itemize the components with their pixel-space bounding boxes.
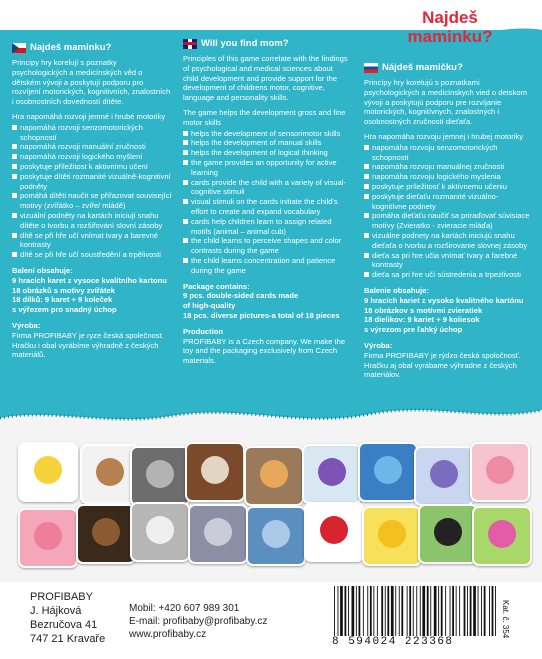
list-item: dieťa sa pri hre učia vnímať tvary a farebné kontrasty [364,251,530,271]
card-cat [246,506,306,566]
barcode-bar [352,586,355,636]
barcode-bar [401,586,403,636]
barcode-bar [413,586,414,636]
english-contents-line: 18 pcs. diverse pictures-a total of 18 pieces [183,310,340,320]
barcode-bar [356,586,357,636]
barcode-bar [407,586,408,636]
bottom-wave [0,388,542,438]
slovak-contents-line: 9 hracích kariet z vysoko kvalitného kartónu [364,295,524,305]
list-item: dítě se při hře učí soustředění a trpělivosti [12,250,172,260]
barcode-bar [495,586,496,636]
barcode-bar [430,586,431,636]
list-item: the child learns to perceive shapes and color contrasts during the game [183,236,348,256]
slovak-production-title: Výroba: [364,340,393,350]
card-pig [18,508,78,568]
list-item: cards provide the child with a variety of visual-cognitive stimuli [183,178,348,198]
czech-contents-title: Balení obsahuje: [12,265,73,275]
slovak-flag-icon [364,63,378,73]
company-name: PROFIBABY [30,591,93,603]
card-goose [18,442,78,502]
barcode-bar [391,586,394,636]
barcode-bar [381,586,383,636]
list-item: the child learns concentration and patience during the game [183,256,348,276]
english-list-intro: The game helps the development gross and fine motor skills [183,107,346,127]
list-item: napomáhá rozvoji logického myšlení [12,152,172,162]
card-hippo [188,504,248,564]
barcode [332,586,502,638]
czech-contents-line: 18 dílků: 9 karet + 9 koleček [12,295,113,305]
list-item: dítě se při hře učí vnímat tvary a barevné kontrasty [12,231,172,251]
czech-flag-icon [12,43,26,53]
barcode-bar [441,586,443,636]
list-item: the game provides an opportunity for active learning [183,158,348,178]
list-item: napomáha rozvoju logického myslenia [364,172,530,182]
english-heading: Will you find mom? [183,38,348,49]
barcode-bar [438,586,439,636]
list-item: pomáha dieťaťu naučiť sa priraďovať súvisiace motívy (Zvieratko - zvieracie mláďa) [364,211,530,231]
list-item: visual stimuli on the cards initiate the child's effort to create and expand vocabulary [183,197,348,217]
barcode-bar [450,586,451,636]
email: E-mail: profibaby@profibaby.cz [129,616,268,627]
list-item: napomáha rozvoju manuálnej zručnosti [364,162,530,172]
czech-benefits-list [12,123,172,260]
czech-contents-line: 9 hracích karet z vysoce kvalitního kartonu [12,275,167,285]
english-contents-title: Package contains: [183,281,250,291]
barcode-bar [387,586,389,636]
barcode-bar [420,586,421,636]
list-item: pomáhá dítěti naučit se přiřazovat související motivy (zvířátko – zvíře/ mládě) [12,191,172,211]
card-octopus [470,442,530,502]
list-item: vizuální podněty na kartách iniciují snahu dítěte o tvorbu a rozšiřování slovní zásoby [12,211,172,231]
card-ladybug [304,502,364,562]
barcode-bar [409,586,411,636]
catalog-number: Kat. č. 354 [501,600,510,639]
english-contents-line: of high-quality [183,301,236,311]
slovak-intro: Princípy hry korelujú s poznatkami psychologických a medicínskych vied o detskom vývoji a poskytujú podporu pre rozvíjanie motorických, kognitívnych, znalostných i osobnostných zručností dieťaťa. [364,78,527,127]
address-line: J. Hájková [30,605,82,617]
slovak-column [364,62,530,385]
barcode-bar [422,586,425,636]
barcode-bar [370,586,372,636]
english-production-text: PROFIBABY is a Czech company. We make the toy and the packaging exclusively from Czech materials. [183,336,346,366]
website: www.profibaby.cz [129,629,207,640]
uk-flag-icon [183,39,197,49]
list-item: napomáhá rozvoji manuální zručnosti [12,142,172,152]
card-cow [185,442,245,502]
barcode-bar [399,586,400,636]
barcode-bar [478,586,479,636]
barcode-bar [334,586,335,636]
czech-production-text: Firma PROFIBABY je ryze česká společnost. Hračku i obal vyrábíme výhradně z českých materiálů. [12,330,164,360]
slovak-contents-line: s výrezom pre ľahký úchop [364,325,463,335]
barcode-bar [377,586,378,636]
list-item: helps the development of manual skills [183,138,348,148]
card-horse [76,504,136,564]
barcode-bar [427,586,429,636]
company-contact [129,602,267,641]
barcode-number: 8 594024 223368 [332,636,454,648]
barcode-bar [345,586,347,636]
czech-intro: Principy hry korelují s poznatky psychologických a medicínských věd o dětském vývoji a poskytují podporu pro rozvíjení motorických, kognitivních, znalostních i osobnostních dovedností dítěte. [12,58,171,107]
barcode-bar [359,586,361,636]
product-cards-photo [10,432,535,582]
barcode-bar [367,586,368,636]
slovak-title: Najdeš maminku? [407,8,493,46]
list-item: poskytuje príležitosť k aktívnemu učeniu [364,182,530,192]
czech-heading: Najdeš maminku? [12,42,172,53]
card-sheep [130,502,190,562]
barcode-bar [452,586,454,636]
card-owl [414,446,474,506]
slovak-list-intro: Hra napomáha rozvoju jemnej i hrubej motoriky [364,131,524,141]
barcode-bar [434,586,437,636]
barcode-bar [445,586,446,636]
address-line: Bezručova 41 [30,619,98,631]
czech-contents-line: s výřezem pro snadný úchop [12,305,117,315]
barcode-bar [489,586,490,636]
barcode-bar [338,586,339,636]
list-item: dieťa sa pri hre učí sústredenia a trpezlivosti [364,270,530,280]
barcode-bar [340,586,343,636]
list-item: poskytuje dítěti rozmanité vizuálně-kognitivní podněty [12,172,172,192]
barcode-bar [467,586,468,636]
barcode-bar [484,586,486,636]
list-item: helps the development of logical thinking [183,148,348,158]
slovak-benefits-list [364,143,530,280]
barcode-bar [373,586,374,636]
barcode-bar [385,586,386,636]
address-line: 747 21 Kravaře [30,633,106,645]
list-item: vizuálne podnety na kartách iniciujú snahu dieťaťa o tvorbu a rozširovanie slovnej zásoby [364,231,530,251]
barcode-bar [459,586,460,636]
card-elephant [130,446,190,506]
barcode-bar [470,586,472,636]
english-contents-line: 9 pcs. double-sided cards made [183,291,299,301]
english-intro: Principles of this game correlate with the findings of psychological and medical sciences about child development and provide support for the development of childrens motor, cognitive, language and personality skills. [183,54,348,103]
slovak-contents-line: 18 obrázkov s motívmi zvieratiek [364,305,483,315]
barcode-bar [481,586,482,636]
english-benefits-list [183,129,348,276]
card-fish [302,444,362,504]
barcode-bar [492,586,494,636]
czech-list-intro: Hra napomáhá rozvoji jemné i hrubé motoriky [12,111,166,121]
card-snail [244,446,304,506]
card-panda [418,504,478,564]
slovak-contents-title: Balenie obsahuje: [364,285,429,295]
company-address [30,590,105,646]
barcode-bar [395,586,396,636]
barcode-bar [464,586,466,636]
czech-production-title: Výroba: [12,320,41,330]
slovak-production-text: Firma PROFIBABY je rýdzo česká spoločnosť. Hračku aj obal vyrábame výhradne z českých materiálov. [364,350,521,380]
list-item: helps the development of sensorimotor skills [183,129,348,139]
slovak-heading: Nájdeš mamičku? [364,62,530,73]
english-production-title: Production [183,326,224,336]
list-item: poskytuje příležitost k aktivnímu učení [12,162,172,172]
card-duck [362,506,422,566]
card-butterfly [472,506,532,566]
czech-column [12,42,172,365]
list-item: napomáhá rozvoji senzomotorických schopností [12,123,172,143]
list-item: cards help children learn to assign related motifs (animal – animal cub) [183,217,348,237]
barcode-bar [348,586,349,636]
phone: Mobil: +420 607 989 301 [129,603,240,614]
slovak-contents-line: 18 dielikov: 9 kariet + 9 koliesok [364,315,480,325]
list-item: napomáha rozvoju senzomotorických schopností [364,143,530,163]
barcode-bar [473,586,476,636]
list-item: poskytuje dieťaťu rozmanité vizuálno-kognitívne podnety [364,192,530,212]
card-whale [358,442,418,502]
barcode-bar [363,586,364,636]
english-column [183,38,348,371]
czech-contents-line: 18 obrázků s motivy zvířátek [12,285,115,295]
barcode-bar [456,586,457,636]
barcode-bar [416,586,417,636]
